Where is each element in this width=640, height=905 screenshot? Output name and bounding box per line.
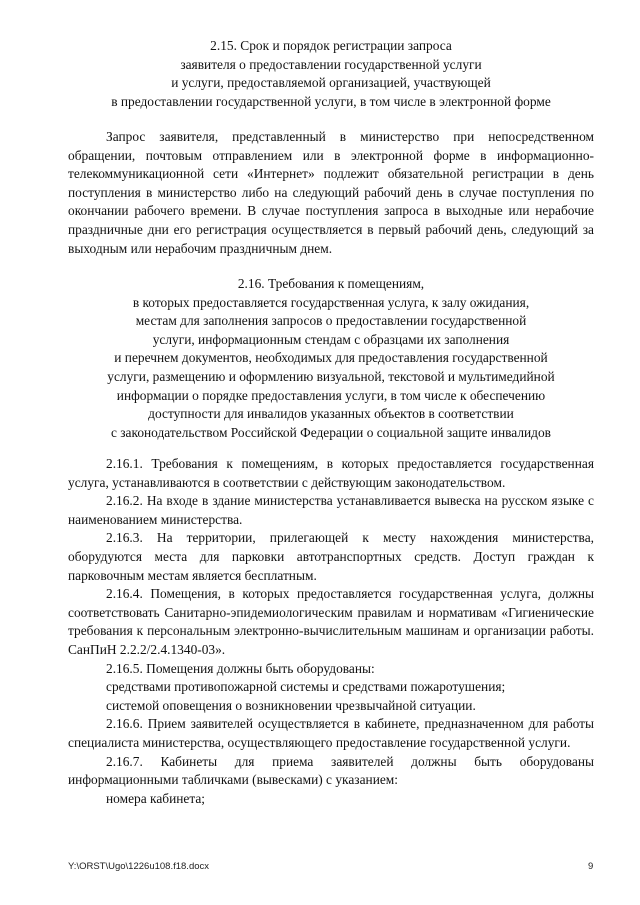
heading-line: местам для заполнения запросов о предоставлении государственной xyxy=(135,313,527,329)
footer-file-path: Y:\ORST\Ugo\1226u108.f18.docx xyxy=(68,861,210,872)
heading-line: и перечнем документов, необходимых для предоставления государственной xyxy=(114,350,548,366)
section-2-15-heading xyxy=(68,37,594,111)
heading-line: в предоставлении государственной услуги, в том числе в электронной форме xyxy=(111,93,551,109)
heading-line: с законодательством Российской Федерации о социальной защите инвалидов xyxy=(110,424,552,440)
heading-line: услуги, размещению и оформлению визуальной, текстовой и мультимедийной xyxy=(107,368,555,384)
page-number: 9 xyxy=(588,861,594,872)
clause-2-16-5: 2.16.5. Помещения должны быть оборудованы: xyxy=(106,660,375,676)
clause-2-16-2: 2.16.2. На входе в здание министерства устанавливается вывеска на русском языке с наименованием министерства. xyxy=(68,493,594,527)
heading-line: информации о порядке предоставления услуги, в том числе к обеспечению xyxy=(116,387,546,403)
heading-line: 2.15. Срок и порядок регистрации запроса xyxy=(210,38,452,53)
list-item: номера кабинета; xyxy=(106,790,206,806)
clause-2-16-3: 2.16.3. На территории, прилегающей к месту нахождения министерства, оборудуются места для парковки автотранспортных средств. Доступ граждан к парковочным местам является бесплатным. xyxy=(68,530,594,583)
section-2-16-items xyxy=(68,455,594,808)
clause-2-16-7: 2.16.7. Кабинеты для приема заявителей должны быть оборудованы информационными табличками (вывесками) с указанием: xyxy=(68,753,594,788)
heading-line: 2.16. Требования к помещениям, xyxy=(237,276,425,291)
heading-line: и услуги, предоставляемой организацией, участвующей xyxy=(171,75,491,91)
clause-2-16-4: 2.16.4. Помещения, в которых предоставляется государственная услуга, должны соответствовать Санитарно-эпидемиологическим правилам и нормативам «Гигиенические требования к персональным электронно-вычислительным машинам и организации работы. СанПиН 2.2.2/2.4.1340-03». xyxy=(68,586,594,657)
section-2-15-body xyxy=(68,128,594,258)
list-item: средствами противопожарной системы и средствами пожаротушения; xyxy=(106,679,506,695)
heading-line: в которых предоставляется государственная услуга, к залу ожидания, xyxy=(132,294,530,310)
body-paragraph: Запрос заявителя, представленный в министерство при непосредственном обращении, почтовым отправлением или в электронной форме в информационно-телекоммуникационной сети «Интернет» подлежит обязательной регистрации в день поступления в министерство либо на следующий рабочий день в случае поступления по окончании рабочего времени. В случае поступления запроса в выходные или нерабочие праздничные дни его регистрация осуществляется в первый рабочий день, следующий за выходным или нерабочим праздничным днем. xyxy=(68,129,594,256)
heading-line: доступности для инвалидов указанных объектов в соответствии xyxy=(148,406,514,422)
section-2-16-heading xyxy=(68,275,594,442)
heading-line: заявителя о предоставлении государственной услуги xyxy=(180,56,482,72)
heading-line: услуги, информационным стендам с образцами их заполнения xyxy=(152,331,510,347)
clause-2-16-6: 2.16.6. Прием заявителей осуществляется в кабинете, предназначенном для работы специалиста министерства, осуществляющего предоставление государственной услуги. xyxy=(68,716,594,750)
clause-2-16-1: 2.16.1. Требования к помещениям, в которых предоставляется государственная услуга, устанавливаются в соответствии с действующим законодательством. xyxy=(68,456,594,490)
list-item: системой оповещения о возникновении чрезвычайной ситуации. xyxy=(106,697,476,713)
